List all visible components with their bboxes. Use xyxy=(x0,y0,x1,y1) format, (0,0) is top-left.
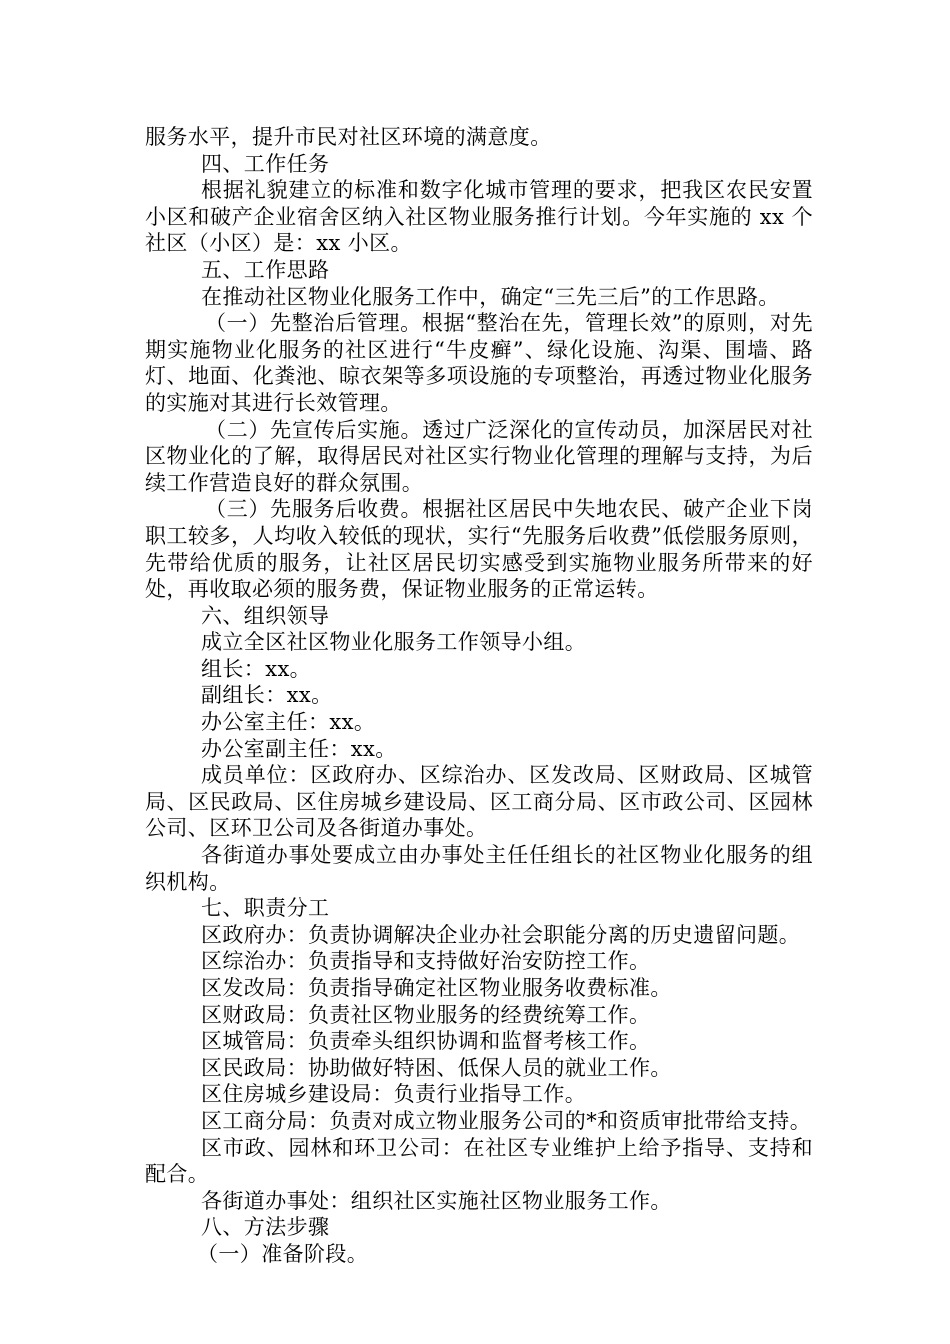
duty-street-offices: 各街道办事处：组织社区实施社区物业服务工作。 xyxy=(201,1188,672,1213)
paragraph-approach: 在推动社区物业化服务工作中，确定“三先三后”的工作思路。 xyxy=(201,284,780,309)
paragraph-leadership-group: 成立全区社区物业化服务工作领导小组。 xyxy=(201,630,587,655)
section-heading-6: 六、组织领导 xyxy=(201,603,330,628)
section-heading-5: 五、工作思路 xyxy=(201,257,330,282)
duty-finance-bureau: 区财政局：负责社区物业服务的经费统筹工作。 xyxy=(201,1002,651,1027)
duty-housing-bureau: 区住房城乡建设局：负责行业指导工作。 xyxy=(201,1082,587,1107)
paragraph-approach-3: （三）先服务后收费。根据社区居民中失地农民、破产企业下岗职工较多，人均收入较低的现状，实行“先服务后收费”低偿服务原则，先带给优质的服务，让社区居民切实感受到实施物业服务所带来的好处，再收取必须的服务费，保证物业服务的正常运转。 xyxy=(145,497,813,602)
paragraph-approach-1: （一）先整治后管理。根据“整治在先，管理长效”的原则，对先期实施物业化服务的社区进行“牛皮癣”、绿化设施、沟渠、围墙、路灯、地面、化粪池、晾衣架等多项设施的专项整治，再透过物业化服务的实施对其进行长效管理。 xyxy=(145,311,813,415)
duty-commerce-branch: 区工商分局：负责对成立物业服务公司的*和资质审批带给支持。 xyxy=(201,1108,812,1133)
duty-urban-management-bureau: 区城管局：负责牵头组织协调和监督考核工作。 xyxy=(201,1029,651,1054)
paragraph-office-director: 办公室主任：xx。 xyxy=(201,710,376,735)
duty-development-bureau: 区发改局：负责指导确定社区物业服务收费标准。 xyxy=(201,976,672,1000)
paragraph-street-offices: 各街道办事处要成立由办事处主任任组长的社区物业化服务的组织机构。 xyxy=(145,843,813,894)
duty-comprehensive-office: 区综治办：负责指导和支持做好治安防控工作。 xyxy=(201,949,651,974)
section-heading-4: 四、工作任务 xyxy=(201,151,330,176)
paragraph-leader: 组长：xx。 xyxy=(201,656,312,681)
paragraph-continuation: 服务水平，提升市民对社区环境的满意度。 xyxy=(145,125,552,149)
section-heading-8: 八、方法步骤 xyxy=(201,1215,330,1240)
duty-government-office: 区政府办：负责协调解决企业办社会职能分离的历史遗留问题。 xyxy=(201,922,801,947)
paragraph-member-units: 成员单位：区政府办、区综治办、区发改局、区财政局、区城管局、区民政局、区住房城乡建设局、区工商分局、区市政公司、区园林公司、区环卫公司及各街道办事处。 xyxy=(145,763,813,841)
section-heading-7: 七、职责分工 xyxy=(201,896,330,921)
duty-civil-affairs-bureau: 区民政局：协助做好特困、低保人员的就业工作。 xyxy=(201,1055,672,1080)
paragraph-office-deputy-director: 办公室副主任：xx。 xyxy=(201,736,397,761)
paragraph-deputy-leader: 副组长：xx。 xyxy=(201,683,333,708)
paragraph-approach-2: （二）先宣传后实施。透过广泛深化的宣传动员，加深居民对社区物业化的了解，取得居民对社区实行物业化管理的理解与支持，为后续工作营造良好的群众氛围。 xyxy=(145,417,813,495)
duty-municipal-companies: 区市政、园林和环卫公司：在社区专业维护上给予指导、支持和配合。 xyxy=(145,1135,813,1187)
document-body xyxy=(145,124,813,1268)
paragraph-preparation-stage: （一）准备阶段。 xyxy=(197,1241,369,1266)
paragraph-task: 根据礼貌建立的标准和数字化城市管理的要求，把我区农民安置小区和破产企业宿舍区纳入社区物业服务推行计划。今年实施的 xx 个社区（小区）是：xx 小区。 xyxy=(145,178,813,256)
